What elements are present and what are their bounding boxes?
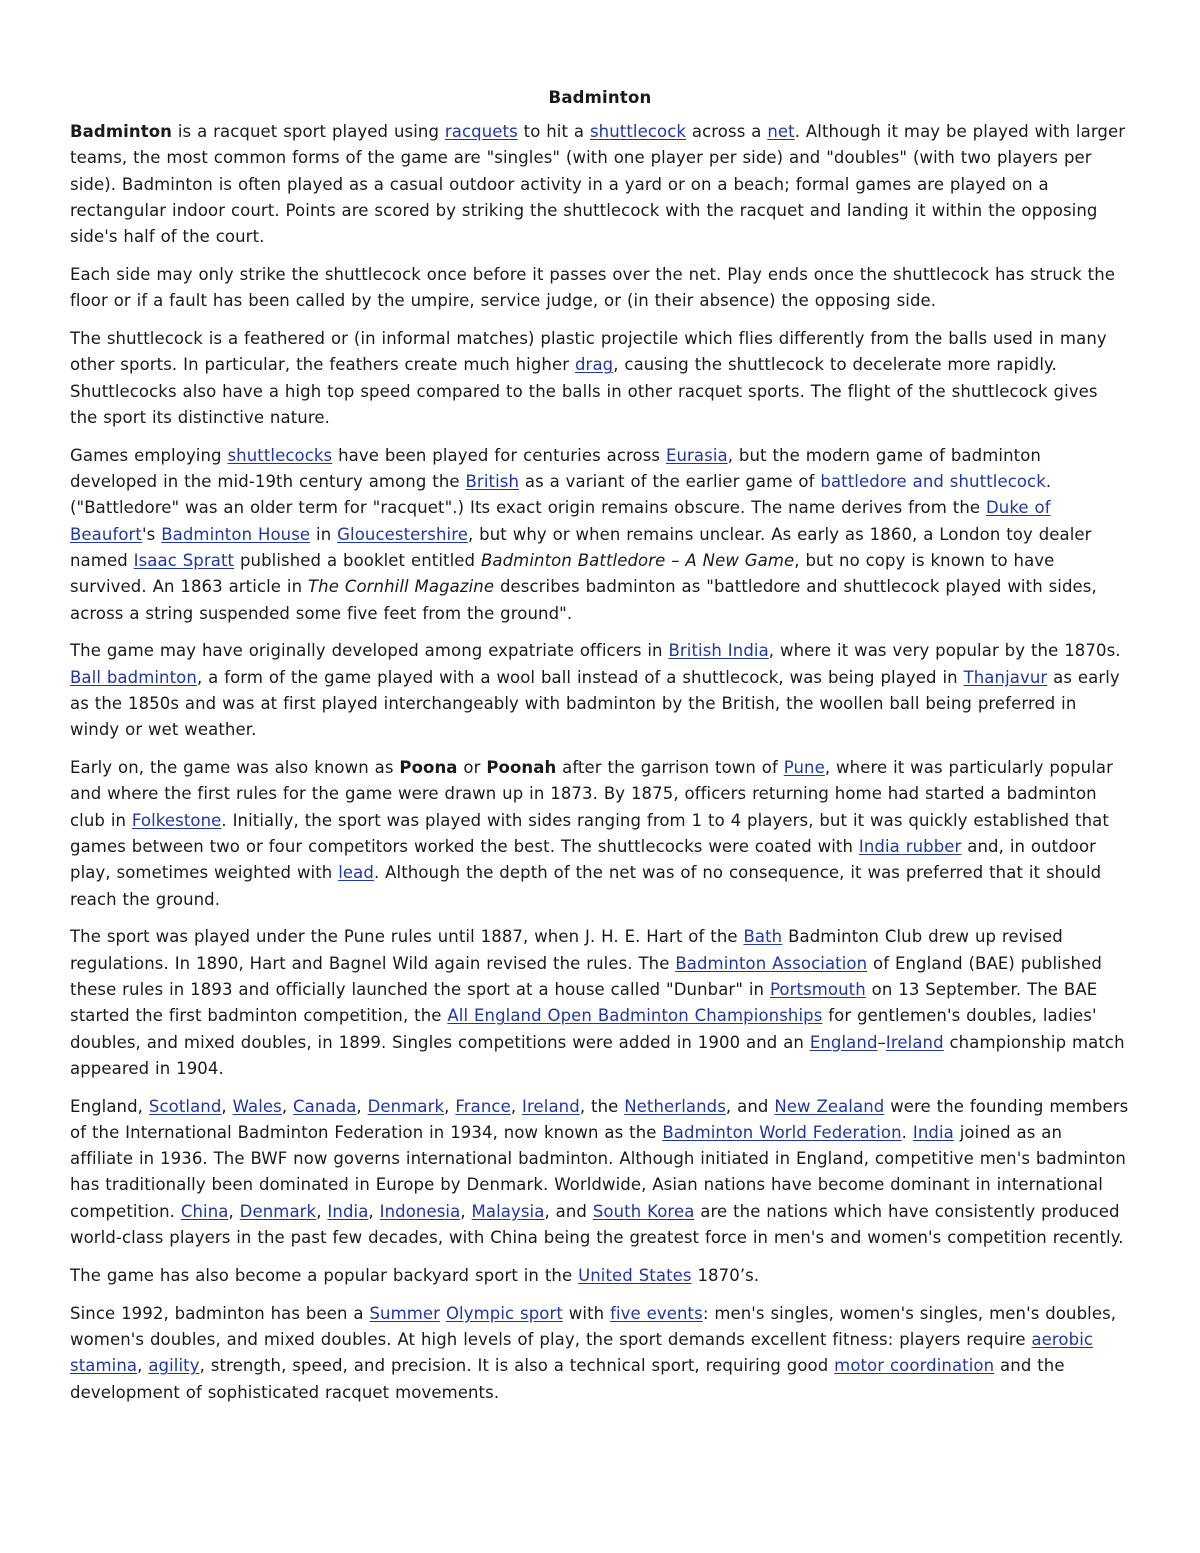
text-run: with (562, 1303, 611, 1323)
paragraph-7 (70, 924, 1130, 1082)
link-duke-of-beaufort[interactable]: Duke of Beaufort (70, 498, 1051, 544)
text-run: and the development of sophisticated racquet movements. (70, 1356, 1065, 1402)
link-wales[interactable]: Wales (232, 1096, 282, 1116)
link-united-states[interactable]: United States (578, 1265, 692, 1285)
text-run: The shuttlecock is a feathered or (in informal matches) plastic projectile which flies differently from the balls used in many other sports. In particular, the feathers create much higher (70, 329, 1107, 375)
link-scotland[interactable]: Scotland (148, 1096, 222, 1116)
text-run: , and (544, 1201, 593, 1221)
link-thanjavur[interactable]: Thanjavur (963, 667, 1048, 687)
link-agility[interactable]: agility (148, 1356, 200, 1376)
paragraph-5 (70, 638, 1130, 743)
text-run: published a booklet entitled (234, 550, 481, 570)
text-run: . Although the depth of the net was of no consequence, it was preferred that it should reach the ground. (70, 863, 1102, 909)
link-ireland[interactable]: Ireland (885, 1032, 944, 1052)
text-run: 1870’s. (691, 1265, 760, 1285)
italic-title: The Cornhill Magazine (307, 577, 495, 597)
text-run: , strength, speed, and precision. It is also a technical sport, requiring good (199, 1356, 835, 1376)
paragraph-4 (70, 443, 1130, 627)
text-run: 's (142, 524, 162, 544)
link-shuttlecocks[interactable]: shuttlecocks (227, 445, 333, 465)
paragraph-10 (70, 1301, 1130, 1406)
page-title: Badminton (548, 88, 652, 107)
link-badminton-association[interactable]: Badminton Association (675, 953, 868, 973)
link-ireland[interactable]: Ireland (522, 1096, 580, 1116)
text-run: on 13 September. The BAE started the first badminton competition, the (70, 979, 1098, 1026)
link-denmark[interactable]: Denmark (367, 1096, 445, 1116)
text-run: to hit a (517, 122, 590, 141)
text-run: The sport was played under the Pune rules until 1887, when J. H. E. Hart of the (70, 927, 744, 947)
text-run: , (460, 1201, 472, 1221)
text-run: , the (579, 1096, 625, 1116)
paragraph-1 (70, 119, 1130, 250)
link-lead[interactable]: lead (338, 863, 374, 883)
link-isaac-spratt[interactable]: Isaac Spratt (133, 550, 235, 570)
link-england[interactable]: England (809, 1032, 878, 1052)
text-run: , (444, 1096, 456, 1116)
link-summer[interactable]: Summer (369, 1303, 441, 1323)
link-bath[interactable]: Bath (743, 927, 783, 947)
link-new-zealand[interactable]: New Zealand (774, 1096, 885, 1116)
link-denmark[interactable]: Denmark (239, 1201, 317, 1221)
text-run: as a variant of the earlier game of (519, 472, 821, 492)
text-run: after the garrison town of (556, 758, 784, 778)
link-five-events[interactable]: five events (610, 1303, 703, 1323)
link-shuttlecock[interactable]: shuttlecock (589, 122, 687, 141)
text-run: joined as an affiliate in 1936. The BWF now governs international badminton. Although initiated in England, competitive men's badminton has traditionally been dominated in Europe by Denmark. Worldwide, Asian nations have become dominant in international competition. (70, 1122, 1126, 1221)
text-run: describes badminton as "battledore and shuttlecock played with sides, across a string suspended some five feet from the ground". (70, 577, 1097, 623)
text-run: across a (686, 122, 768, 141)
link-china[interactable]: China (180, 1201, 229, 1221)
link-pune[interactable]: Pune (783, 758, 825, 778)
italic-title: Badminton Battledore – A New Game (480, 550, 795, 570)
text-run: – (877, 1032, 886, 1052)
text-run: . Although it may be played with larger teams, the most common forms of the game are "singles" (with one player per side) and "doubles" (with two players per side). Badminton is often played as a casual outdoor activity in a yard or on a beach; formal games are played on a rectangular indoor court. Points are scored by striking the shuttlecock with the racquet and landing it within the opposing side's half of the court. (70, 122, 1126, 247)
link-drag[interactable]: drag (574, 355, 614, 375)
text-run: , (356, 1096, 368, 1116)
text-run: Early on, the game was also known as (70, 758, 400, 778)
link-olympic-sport[interactable]: Olympic sport (445, 1303, 563, 1323)
text-run: , a form of the game played with a wool ball instead of a shuttlecock, was being played in (196, 667, 964, 687)
text-run: in (310, 524, 338, 544)
text-run: and, in outdoor play, sometimes weighted with (70, 836, 1097, 883)
text-run: Since 1992, badminton has been a (70, 1303, 370, 1323)
text-run: , (510, 1096, 523, 1116)
link-malaysia[interactable]: Malaysia (471, 1201, 545, 1221)
text-run: Games employing (70, 445, 228, 465)
text-run: is a racquet sport played using (172, 122, 445, 141)
article-body (70, 119, 1130, 1406)
text-run: The game has also become a popular backyard sport in the (70, 1265, 579, 1285)
link-racquets[interactable]: racquets (444, 122, 518, 141)
bold-term: Badminton (70, 122, 172, 141)
link-netherlands[interactable]: Netherlands (624, 1096, 726, 1116)
text-run: , (228, 1201, 240, 1221)
text-run: , but the modern game of badminton developed in the mid-19th century among the (70, 445, 1041, 492)
link-south-korea[interactable]: South Korea (592, 1201, 695, 1221)
text-run: . (901, 1122, 913, 1142)
link-motor-coordination[interactable]: motor coordination (834, 1356, 995, 1376)
link-badminton-world-federation[interactable]: Badminton World Federation (662, 1122, 902, 1142)
text-run: or (457, 758, 487, 778)
text-run: The game may have originally developed among expatriate officers in (70, 641, 669, 661)
text-run: for gentlemen's doubles, ladies' doubles, and mixed doubles, in 1899. Singles competitions were added in 1900 and an (70, 1006, 1097, 1052)
text-run: , (368, 1201, 380, 1221)
bold-term: Poona (399, 758, 458, 778)
text-run: , (281, 1096, 294, 1116)
text-run: have been played for centuries across (332, 445, 666, 465)
link-india[interactable]: India (912, 1122, 954, 1142)
link-british-india[interactable]: British India (668, 641, 769, 661)
text-run: , but why or when remains unclear. As early as 1860, a London toy dealer named (70, 524, 1092, 570)
text-run: . Initially, the sport was played with sides ranging from 1 to 4 players, but it was quickly established that games between two or four competitors worked the best. The shuttlecocks were coated with (70, 810, 1109, 856)
link-gloucestershire[interactable]: Gloucestershire (337, 524, 468, 544)
text-run: championship match appeared in 1904. (70, 1032, 1125, 1078)
text-run: , where it was very popular by the 1870s. (768, 641, 1121, 661)
text-run: are the nations which have consistently produced world-class players in the past few decades, with China being the greatest force in men's and women's competition recently. (70, 1201, 1124, 1248)
link-net[interactable]: net (767, 122, 795, 141)
link-france[interactable]: France (455, 1096, 511, 1116)
text-run: , and (725, 1096, 775, 1116)
text-run: , where it was particularly popular and where the first rules for the game were drawn up in 1873. By 1875, officers returning home had started a badminton club in (70, 758, 1114, 830)
link-india[interactable]: India (327, 1201, 369, 1221)
paragraph-9 (70, 1263, 1130, 1289)
paragraph-6 (70, 755, 1130, 913)
link-aerobic-stamina[interactable]: aerobic stamina (70, 1329, 1094, 1376)
term-battledore-and-shuttlecock: battledore and shuttlecock (820, 472, 1046, 492)
link-eurasia[interactable]: Eurasia (665, 445, 728, 465)
text-run: , but no copy is known to have survived. An 1863 article in (70, 550, 1055, 597)
text-run: England, (70, 1096, 149, 1116)
text-run: as early as the 1850s and was at first played interchangeably with badminton by the British, the woollen ball being preferred in windy or wet weather. (70, 667, 1120, 740)
text-run: , (316, 1201, 328, 1221)
text-run: Badminton Club drew up revised regulations. In 1890, Hart and Bagnel Wild again revised the rules. The (70, 927, 1063, 973)
link-badminton-house[interactable]: Badminton House (161, 524, 311, 544)
link-folkestone[interactable]: Folkestone (131, 810, 222, 830)
link-canada[interactable]: Canada (293, 1096, 357, 1116)
link-indonesia[interactable]: Indonesia (379, 1201, 461, 1221)
link-india-rubber[interactable]: India rubber (858, 836, 962, 856)
text-run: , (137, 1356, 149, 1376)
text-run: Each side may only strike the shuttlecock once before it passes over the net. Play ends once the shuttlecock has struck the floor or if a fault has been called by the umpire, service judge, or (in their absence) the opposing side. (70, 264, 1116, 311)
text-run: . ("Battledore" was an older term for "racquet".) Its exact origin remains obscure. The name derives from the (70, 472, 1052, 518)
text-run: , (221, 1096, 233, 1116)
text-run: were the founding members of the International Badminton Federation in 1934, now known as the (70, 1096, 1129, 1142)
text-run: , causing the shuttlecock to decelerate more rapidly. Shuttlecocks also have a high top speed compared to the balls in other racquet sports. The flight of the shuttlecock gives the sport its distinctive nature. (70, 355, 1098, 427)
link-ball-badminton[interactable]: Ball badminton (70, 667, 197, 687)
text-run: : men's singles, women's singles, men's doubles, women's doubles, and mixed doubles. At high levels of play, the sport demands excellent fitness: players require (70, 1303, 1117, 1349)
bold-term: Poonah (486, 758, 557, 778)
link-all-england-open-badminton-championships[interactable]: All England Open Badminton Championships (447, 1006, 823, 1026)
link-british[interactable]: British (465, 472, 520, 492)
paragraph-3 (70, 326, 1130, 431)
link-portsmouth[interactable]: Portsmouth (769, 979, 866, 999)
text-run: of England (BAE) published these rules in 1893 and officially launched the sport at a house called "Dunbar" in (70, 953, 1102, 999)
paragraph-2 (70, 262, 1130, 315)
paragraph-8 (70, 1094, 1130, 1252)
